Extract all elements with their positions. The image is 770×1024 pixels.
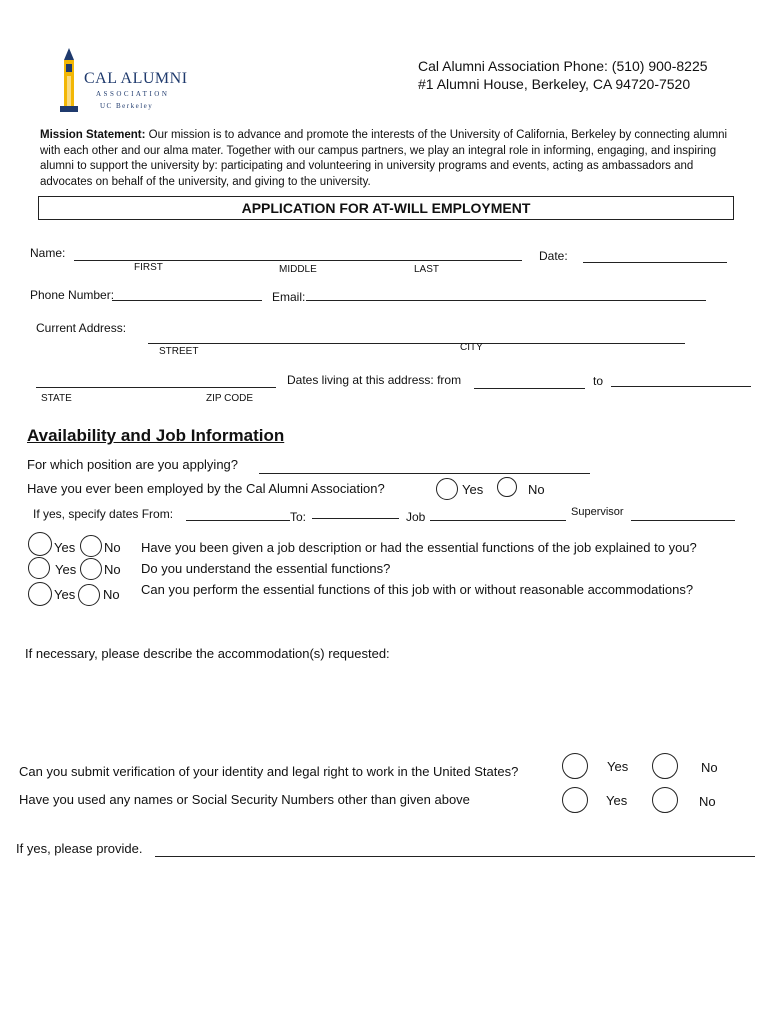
dates-from-label: If yes, specify dates From: <box>33 507 174 521</box>
employed-question: Have you ever been employed by the Cal Alumni Association? <box>27 481 385 496</box>
dates-living-label: Dates living at this address: from <box>287 373 462 387</box>
other-names-no-label: No <box>699 794 716 809</box>
street-caption: STREET <box>159 346 199 357</box>
job-desc-no-radio[interactable] <box>80 535 102 557</box>
phone-field[interactable] <box>112 300 262 301</box>
employment-to-field[interactable] <box>312 518 399 519</box>
perform-yes-radio[interactable] <box>28 582 52 606</box>
city-caption: CITY <box>460 342 483 353</box>
street-city-field[interactable] <box>148 343 685 344</box>
job-field[interactable] <box>430 520 566 521</box>
understand-no-radio[interactable] <box>80 558 102 580</box>
understand-yes-radio[interactable] <box>28 557 50 579</box>
verification-yes-radio[interactable] <box>562 753 588 779</box>
understand-question: Do you understand the essential functions? <box>141 561 391 576</box>
state-caption: STATE <box>41 393 72 404</box>
perform-question: Can you perform the essential functions of this job with or without reasonable accommodations? <box>141 582 694 597</box>
logo-alumni: ALUMNI <box>120 70 188 87</box>
dates-to-label: to <box>593 374 604 388</box>
date-label: Date: <box>539 249 568 263</box>
logo-cal: CAL <box>84 70 117 87</box>
form-title: APPLICATION FOR AT-WILL EMPLOYMENT <box>38 196 734 220</box>
name-label: Name: <box>30 246 66 260</box>
last-name-caption: LAST <box>414 264 440 275</box>
current-address-label: Current Address: <box>36 321 127 335</box>
supervisor-label: Supervisor <box>571 506 624 518</box>
phone-label: Phone Number: <box>30 288 115 302</box>
name-field[interactable] <box>74 260 522 261</box>
availability-heading: Availability and Job Information <box>27 426 285 445</box>
employed-no-label: No <box>528 482 545 497</box>
dates-from-field[interactable] <box>474 388 585 389</box>
understand-no-label: No <box>104 562 121 577</box>
first-name-caption: FIRST <box>134 262 163 273</box>
job-desc-yes-radio[interactable] <box>28 532 52 556</box>
other-names-question: Have you used any names or Social Security Numbers other than given above <box>19 792 470 807</box>
mission-text: Our mission is to advance and promote the interests of the University of California, Berkeley by connecting alumni with each other and our alma mater. Together with our campus partners, we play an integral role in informing, engaging, and inspiring alumni to support the university by: participating and volunteering in university programs and events, acting as ambassadors and advocates on behalf of the university, and giving to the university. <box>40 129 728 188</box>
if-yes-provide-field[interactable] <box>155 856 755 857</box>
other-names-yes-radio[interactable] <box>562 787 588 813</box>
supervisor-field[interactable] <box>631 520 735 521</box>
verification-no-radio[interactable] <box>652 753 678 779</box>
job-label: Job <box>406 510 426 524</box>
verification-question: Can you submit verification of your identity and legal right to work in the United States? <box>19 764 519 779</box>
perform-yes-label: Yes <box>54 587 76 602</box>
logo-university: UC Berkeley <box>100 102 154 110</box>
verification-no-label: No <box>701 760 718 775</box>
perform-no-label: No <box>103 587 120 602</box>
mission-label: Mission Statement: <box>40 129 146 141</box>
email-label: Email: <box>272 290 306 304</box>
email-field[interactable] <box>306 300 706 301</box>
understand-yes-label: Yes <box>55 562 77 577</box>
employed-yes-label: Yes <box>462 482 484 497</box>
employed-no-radio[interactable] <box>497 477 517 497</box>
campanile-tower-icon <box>56 48 82 114</box>
other-names-no-radio[interactable] <box>652 787 678 813</box>
other-names-yes-label: Yes <box>606 793 628 808</box>
if-yes-provide-label: If yes, please provide. <box>16 841 143 856</box>
job-desc-question: Have you been given a job description or had the essential functions of the job explained to you? <box>141 540 697 555</box>
dates-to-field[interactable] <box>611 386 751 387</box>
header-address: #1 Alumni House, Berkeley, CA 94720-7520 <box>418 76 691 92</box>
employment-from-field[interactable] <box>186 520 290 521</box>
middle-name-caption: MIDDLE <box>279 264 317 275</box>
logo-association: ASSOCIATION <box>96 90 170 98</box>
mission-statement <box>40 128 730 190</box>
verification-yes-label: Yes <box>607 759 629 774</box>
employed-yes-radio[interactable] <box>436 478 458 500</box>
perform-no-radio[interactable] <box>78 584 100 606</box>
date-field[interactable] <box>583 262 727 263</box>
header-phone: Cal Alumni Association Phone: (510) 900-8225 <box>418 58 708 74</box>
position-field[interactable] <box>259 473 590 474</box>
job-desc-no-label: No <box>104 540 121 555</box>
zip-caption: ZIP CODE <box>206 393 254 404</box>
employment-to-label: To: <box>290 510 307 524</box>
state-zip-field[interactable] <box>36 387 276 388</box>
cal-alumni-logo <box>56 48 188 114</box>
position-question: For which position are you applying? <box>27 457 239 472</box>
job-desc-yes-label: Yes <box>54 540 76 555</box>
accommodation-question: If necessary, please describe the accommodation(s) requested: <box>25 646 390 661</box>
